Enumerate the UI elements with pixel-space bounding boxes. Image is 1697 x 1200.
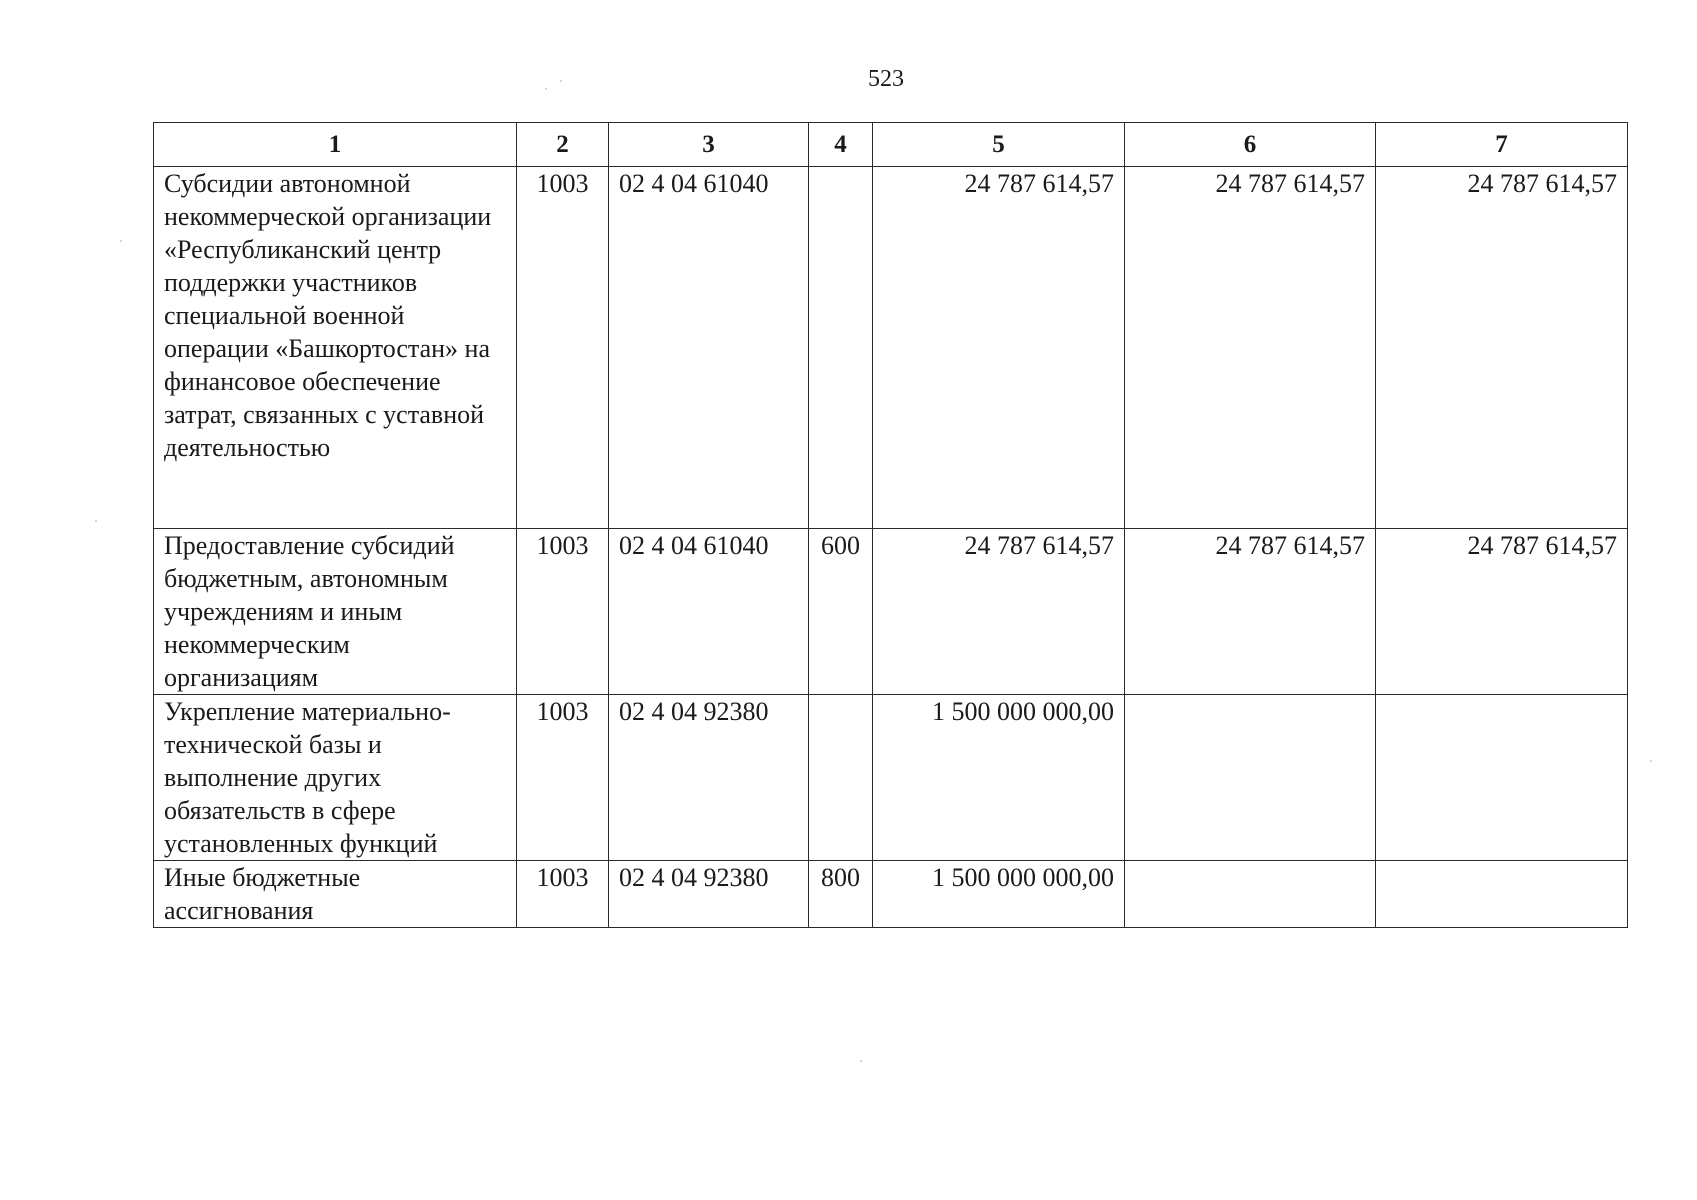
scan-speck	[95, 520, 97, 522]
scan-speck	[120, 240, 122, 242]
row-section-code: 1003	[517, 695, 609, 861]
row-value-6	[1125, 695, 1376, 861]
row-value-7	[1376, 695, 1628, 861]
row-section-code: 1003	[517, 167, 609, 529]
row-section-code: 1003	[517, 529, 609, 695]
column-header: 6	[1125, 123, 1376, 167]
row-name: Субсидии автономной некоммерческой организации «Республиканский центр поддержки участников специальной военной операции «Башкортостан» на финансовое обеспечение затрат, связанных с уставной деятельностью	[154, 167, 517, 529]
row-name: Укрепление материально-технической базы и выполнение других обязательств в сфере установленных функций	[154, 695, 517, 861]
column-header: 7	[1376, 123, 1628, 167]
table-row	[154, 695, 1628, 861]
row-expense-type	[809, 695, 873, 861]
scan-speck	[860, 1060, 862, 1062]
row-target-code: 02 4 04 92380	[609, 861, 809, 928]
row-value-6: 24 787 614,57	[1125, 529, 1376, 695]
scan-speck	[560, 80, 562, 82]
table-row	[154, 167, 1628, 529]
table-row	[154, 861, 1628, 928]
row-expense-type: 600	[809, 529, 873, 695]
row-value-6	[1125, 861, 1376, 928]
row-value-5: 24 787 614,57	[873, 529, 1125, 695]
row-value-6: 24 787 614,57	[1125, 167, 1376, 529]
column-header: 1	[154, 123, 517, 167]
row-value-5: 1 500 000 000,00	[873, 861, 1125, 928]
column-header: 5	[873, 123, 1125, 167]
column-header: 4	[809, 123, 873, 167]
row-name: Иные бюджетные ассигнования	[154, 861, 517, 928]
row-target-code: 02 4 04 92380	[609, 695, 809, 861]
scan-speck	[545, 88, 547, 90]
budget-table	[153, 122, 1628, 928]
row-name: Предоставление субсидий бюджетным, автономным учреждениям и иным некоммерческим организациям	[154, 529, 517, 695]
table-row	[154, 529, 1628, 695]
column-header: 2	[517, 123, 609, 167]
column-header: 3	[609, 123, 809, 167]
page-number: 523	[868, 66, 904, 92]
scan-speck	[1650, 760, 1652, 762]
row-value-7: 24 787 614,57	[1376, 529, 1628, 695]
row-section-code: 1003	[517, 861, 609, 928]
row-value-7: 24 787 614,57	[1376, 167, 1628, 529]
row-value-7	[1376, 861, 1628, 928]
row-target-code: 02 4 04 61040	[609, 167, 809, 529]
row-value-5: 24 787 614,57	[873, 167, 1125, 529]
row-expense-type: 800	[809, 861, 873, 928]
row-expense-type	[809, 167, 873, 529]
table-header-row	[154, 123, 1628, 167]
row-target-code: 02 4 04 61040	[609, 529, 809, 695]
row-value-5: 1 500 000 000,00	[873, 695, 1125, 861]
